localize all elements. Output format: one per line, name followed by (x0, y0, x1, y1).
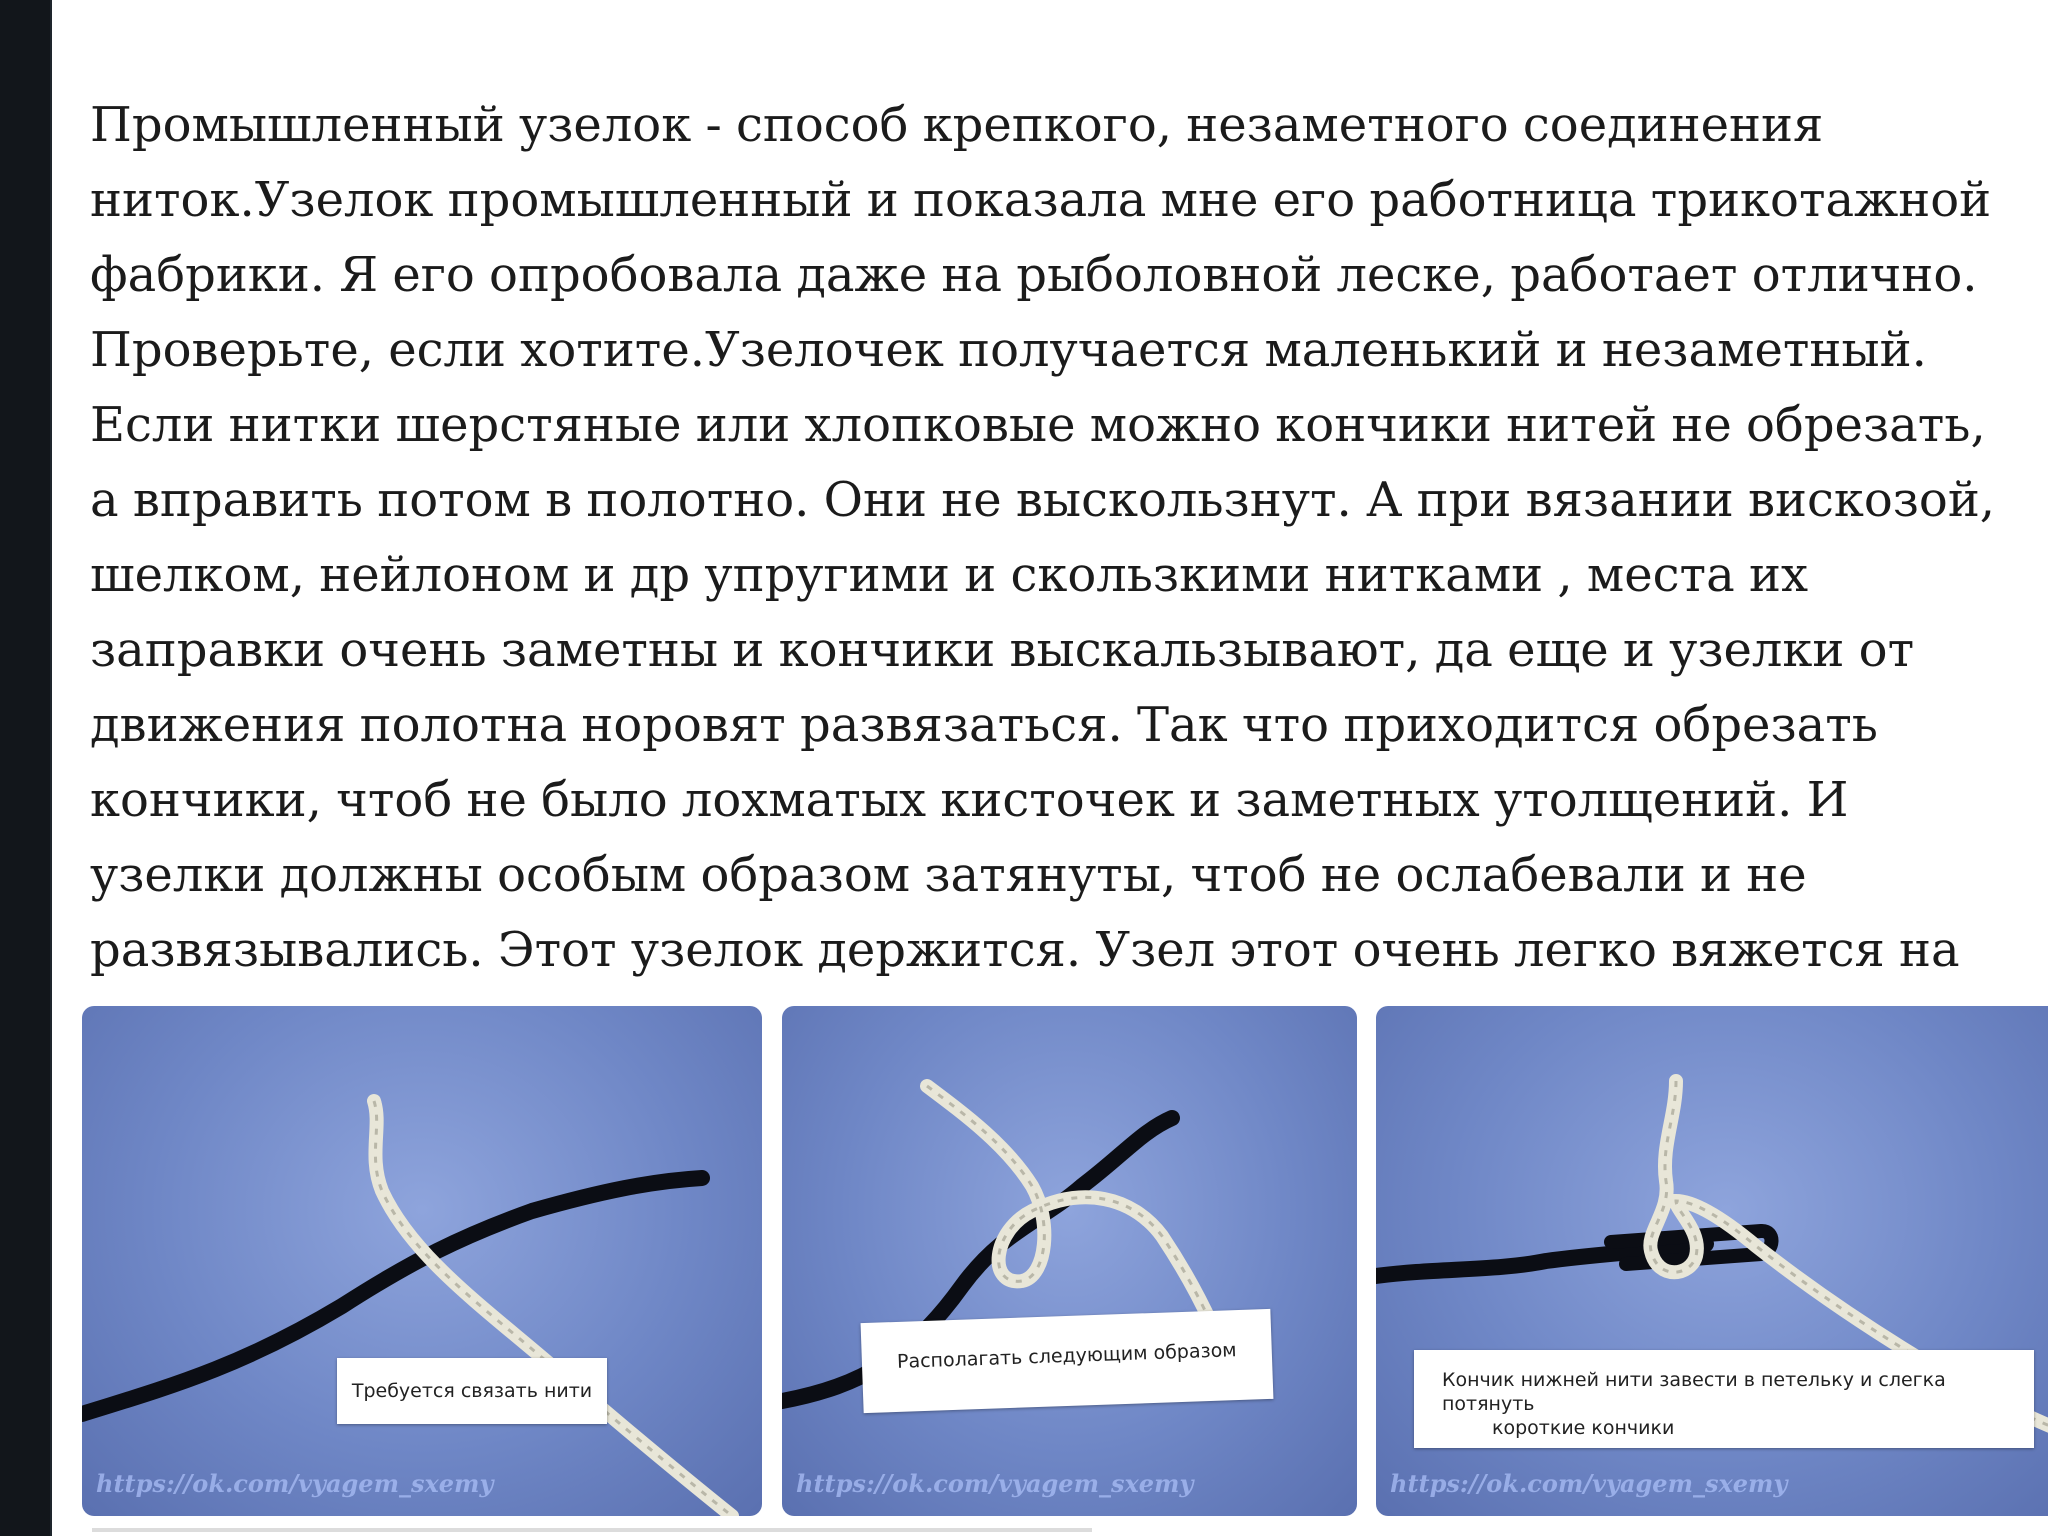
photo-gallery (82, 1006, 2048, 1516)
photo-watermark-1: https://ok.com/vyagem_sxemy (96, 1469, 494, 1498)
photo-watermark-2: https://ok.com/vyagem_sxemy (796, 1469, 1194, 1498)
photo-caption-3 (1414, 1350, 2034, 1448)
article-body (90, 88, 2020, 1063)
photo-caption-1: Требуется связать нити (337, 1358, 607, 1424)
yarn-illustration-1 (82, 1006, 762, 1516)
bottom-divider (92, 1528, 1092, 1532)
yarn-illustration-2 (782, 1006, 1357, 1516)
photo-step-1[interactable] (82, 1006, 762, 1516)
photo-step-2[interactable] (782, 1006, 1357, 1516)
article-text: Промышленный узелок - способ крепкого, незаметного соединения ниток.Узелок промышленный и показала мне его работница трикотажной фабрики. Я его опробовала даже на рыболовной леске, работает отлично. Проверьте, если хотите.Узелочек получается маленький и незаметный. Если нитки шерстяные или хлопковые можно кончики нитей не обрезать, а вправить потом в полотно. Они не выскользнут. А при вязании вискозой, шелком, нейлоном и др упругими и скользкими нитками , места их заправки очень заметны и кончики выскальзывают, да еще и узелки от движения полотна норовят развязаться. Так что приходится обрезать кончики, чтоб не было лохматых кисточек и заметных утолщений. И узелки должны особым образом затянуты, чтоб не ослабевали и не развязывались. Этот узелок держится. Узел этот очень легко вяжется на (90, 97, 1996, 978)
photo-caption-3-line-1: Кончик нижней нити завести в петельку и слегка потянуть (1442, 1369, 1946, 1415)
photo-step-3[interactable] (1376, 1006, 2048, 1516)
left-dark-strip (0, 0, 52, 1536)
photo-caption-2: Располагать следующим образом (861, 1309, 1274, 1413)
photo-watermark-3: https://ok.com/vyagem_sxemy (1390, 1469, 1788, 1498)
photo-caption-3-line-2: короткие кончики (1492, 1417, 1675, 1439)
